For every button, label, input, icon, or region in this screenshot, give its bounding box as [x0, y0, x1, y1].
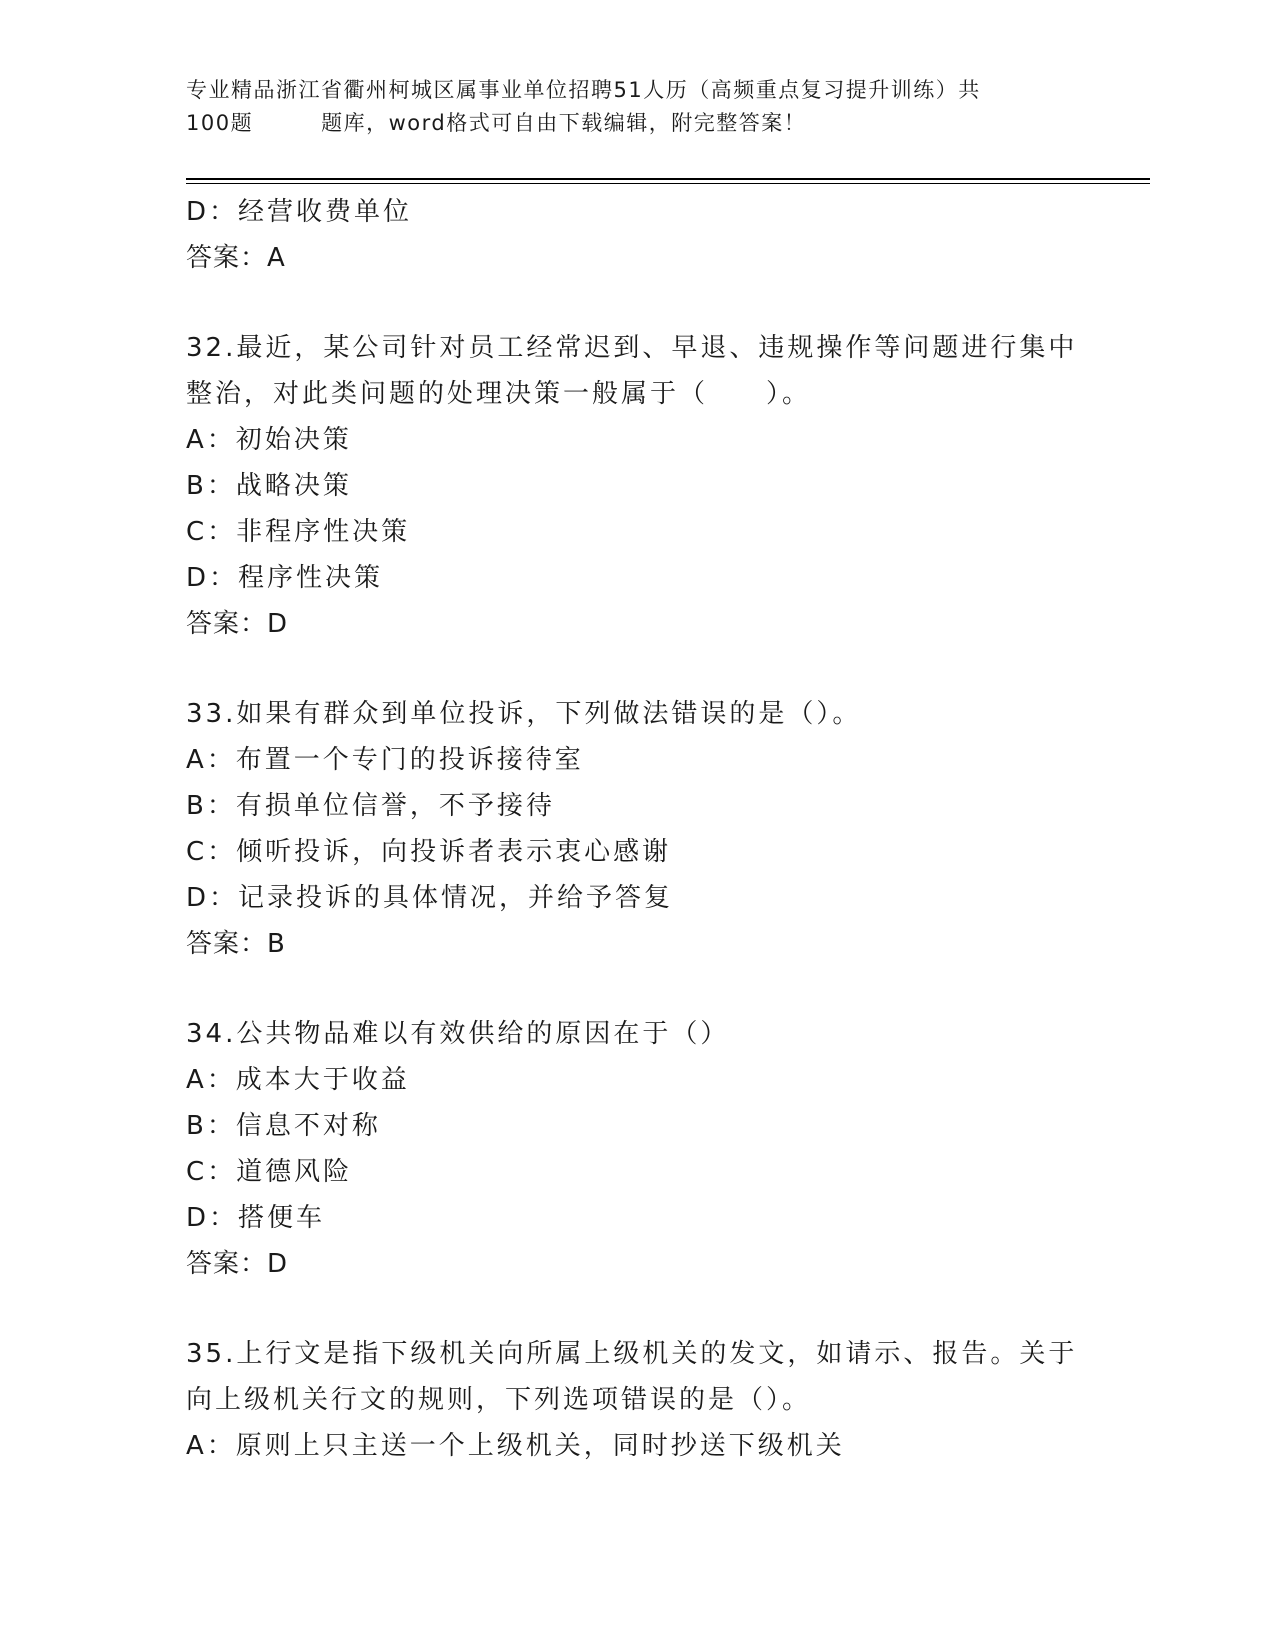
option-c: C：倾听投诉，向投诉者表示衷心感谢 — [186, 837, 672, 867]
header-line-1: 专业精品浙江省衢州柯城区属事业单位招聘51人历（高频重点复习提升训练）共 — [186, 78, 981, 102]
option-d: D：记录投诉的具体情况，并给予答复 — [186, 883, 674, 913]
option-d: D：程序性决策 — [186, 563, 384, 593]
option-b: B：信息不对称 — [186, 1111, 381, 1141]
question-stem-line: 35.上行文是指下级机关向所属上级机关的发文，如请示、报告。关于 — [186, 1339, 1078, 1369]
question-spacer — [186, 281, 1086, 325]
header-rule-thick — [186, 178, 1150, 180]
question-32 — [186, 325, 1086, 647]
question-spacer — [186, 647, 1086, 691]
header-line-2 — [186, 107, 1086, 140]
header-description: 题库，word格式可自由下载编辑，附完整答案！ — [321, 111, 807, 135]
option-a: A：原则上只主送一个上级机关，同时抄送下级机关 — [186, 1431, 845, 1461]
option-c: C：道德风险 — [186, 1157, 353, 1187]
option-a: A：成本大于收益 — [186, 1065, 410, 1095]
answer: 答案：D — [186, 1249, 289, 1279]
carryover-answer: 答案：A — [186, 243, 286, 273]
question-33 — [186, 691, 1086, 967]
question-stem-line: 32.最近，某公司针对员工经常迟到、早退、违规操作等问题进行集中 — [186, 333, 1078, 363]
answer: 答案：D — [186, 609, 289, 639]
option-b: B：有损单位信誉，不予接待 — [186, 791, 555, 821]
option-a: A：初始决策 — [186, 425, 352, 455]
question-spacer — [186, 1287, 1086, 1331]
document-header — [186, 74, 1086, 140]
question-34 — [186, 1011, 1086, 1287]
header-rule-thin — [186, 183, 1150, 184]
header-count: 100题 — [186, 111, 254, 135]
document-body — [186, 189, 1086, 1469]
question-spacer — [186, 967, 1086, 1011]
option-d: D：搭便车 — [186, 1203, 326, 1233]
question-stem-line: 整治，对此类问题的处理决策一般属于（ ）。 — [186, 379, 812, 409]
question-stem-line: 向上级机关行文的规则，下列选项错误的是（）。 — [186, 1385, 812, 1415]
question-stem-line: 33.如果有群众到单位投诉，下列做法错误的是（）。 — [186, 699, 862, 729]
question-stem-line: 34.公共物品难以有效供给的原因在于（） — [186, 1019, 730, 1049]
option-c: C：非程序性决策 — [186, 517, 411, 547]
question-35 — [186, 1331, 1086, 1469]
option-a: A：布置一个专门的投诉接待室 — [186, 745, 584, 775]
carryover-option-d: D：经营收费单位 — [186, 197, 413, 227]
option-b: B：战略决策 — [186, 471, 352, 501]
answer: 答案：B — [186, 929, 286, 959]
